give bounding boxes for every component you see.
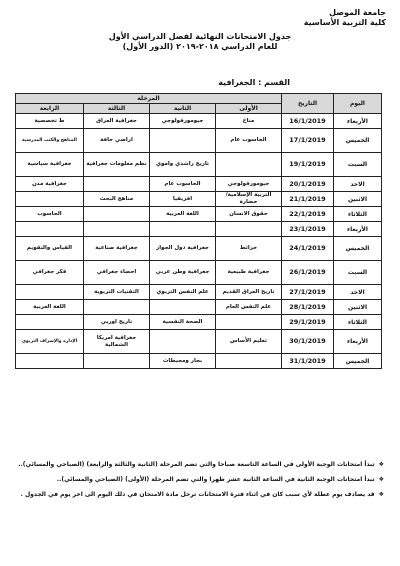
header-stage-2: الثانية bbox=[150, 104, 216, 114]
date-cell: 27/1/2019 bbox=[282, 285, 334, 300]
table-row bbox=[15, 285, 381, 300]
college-name: كلية التربية الأساسية bbox=[303, 18, 386, 27]
stage3-subject: اراضي جافة bbox=[84, 129, 150, 153]
diamond-bullet-icon: ❖ bbox=[378, 491, 384, 498]
stage2-subject: جيومورفولوجي bbox=[150, 114, 216, 129]
stage4-subject bbox=[15, 354, 83, 369]
header-stage-4: الرابعة bbox=[15, 104, 83, 114]
date-cell: 22/1/2019 bbox=[282, 207, 334, 222]
stage4-subject: القياس والتقويم bbox=[15, 237, 83, 261]
exam-schedule-table bbox=[15, 93, 382, 369]
stage4-subject bbox=[15, 285, 83, 300]
stage2-subject: علم النفس التربوي bbox=[150, 285, 216, 300]
stage1-subject: مناخ bbox=[216, 114, 282, 129]
table-row bbox=[15, 129, 381, 153]
stage4-subject: المناهج والكتب المدرسية bbox=[15, 129, 83, 153]
schedule-body bbox=[15, 114, 381, 369]
day-cell: السبت bbox=[334, 261, 382, 285]
stage4-subject bbox=[15, 192, 83, 207]
stage2-subject: اللغة العربية bbox=[150, 207, 216, 222]
stage3-subject bbox=[84, 177, 150, 192]
table-row bbox=[15, 192, 381, 207]
notes-section bbox=[16, 460, 384, 505]
stage2-subject: بحار ومحيطات bbox=[150, 354, 216, 369]
date-cell: 19/1/2019 bbox=[282, 153, 334, 177]
stage2-subject bbox=[150, 129, 216, 153]
date-cell: 28/1/2019 bbox=[282, 300, 334, 315]
stage4-subject: ط تخصصية bbox=[15, 114, 83, 129]
note-item bbox=[16, 490, 384, 499]
stage3-subject: نظم معلومات جغرافية bbox=[84, 153, 150, 177]
stage3-subject: جغرافية امريكا الشمالية bbox=[84, 330, 150, 354]
stage1-subject: تعليم الأساس bbox=[216, 330, 282, 354]
stage2-subject bbox=[150, 300, 216, 315]
stage2-subject: تاريخ راشدي واموي bbox=[150, 153, 216, 177]
table-row bbox=[15, 177, 381, 192]
day-cell: الاثنين bbox=[334, 192, 382, 207]
stage1-subject bbox=[216, 153, 282, 177]
table-row bbox=[15, 354, 381, 369]
stage3-subject: تاريخ اوربي bbox=[84, 315, 150, 330]
stage3-subject: احصاء جغرافي bbox=[84, 261, 150, 285]
table-row bbox=[15, 207, 381, 222]
stage1-subject: جغرافية طبيعية bbox=[216, 261, 282, 285]
stage1-subject: الحاسوب عام bbox=[216, 129, 282, 153]
date-cell: 26/1/2019 bbox=[282, 261, 334, 285]
header-stage-1: الأولى bbox=[216, 104, 282, 114]
header-date: التاريخ bbox=[282, 94, 334, 114]
header-stage-3: الثالثة bbox=[84, 104, 150, 114]
table-row bbox=[15, 315, 381, 330]
department-label: القسم : الجغرافية bbox=[218, 78, 290, 87]
table-row bbox=[15, 237, 381, 261]
stage2-subject: افريقيا bbox=[150, 192, 216, 207]
table-row bbox=[15, 330, 381, 354]
day-cell: السبت bbox=[334, 153, 382, 177]
stage2-subject: الصحة النفسية bbox=[150, 315, 216, 330]
stage1-subject: تاريخ العراق القديم bbox=[216, 285, 282, 300]
header-day: اليوم bbox=[334, 94, 382, 114]
day-cell: الخميس bbox=[334, 237, 382, 261]
note-text: قد يصادف يوم عطلة لأي سبب كان في اثناء فترة الامتحانات ترحل مادة الامتحان في ذلك اليوم الى اخر يوم في الجدول . bbox=[20, 491, 375, 498]
stage1-subject: جيومورفولوجي bbox=[216, 177, 282, 192]
stage1-subject: حقوق الانسان bbox=[216, 207, 282, 222]
diamond-bullet-icon: ❖ bbox=[378, 476, 384, 483]
stage3-subject bbox=[84, 207, 150, 222]
day-cell: الأربعاء bbox=[334, 222, 382, 237]
note-text: تبدأ امتحانات الوجبة الأولى في الساعة التاسعة صباحا والتي تضم المرحلة (الثانية والثالثة والرابعة) (الصباحي والمسائي).. bbox=[18, 461, 375, 468]
stage2-subject: جغرافية وطن عربي bbox=[150, 261, 216, 285]
date-cell: 29/1/2019 bbox=[282, 315, 334, 330]
table-row bbox=[15, 153, 381, 177]
stage3-subject: مناهج البحث bbox=[84, 192, 150, 207]
table-row bbox=[15, 300, 381, 315]
day-cell: الثلاثاء bbox=[334, 207, 382, 222]
day-cell: الاثنين bbox=[334, 300, 382, 315]
date-cell: 16/1/2019 bbox=[282, 114, 334, 129]
table-row bbox=[15, 114, 381, 129]
day-cell: الاحد bbox=[334, 285, 382, 300]
stage1-subject: التربية الإسلامية/حضارة bbox=[216, 192, 282, 207]
university-name: جامعة الموصل bbox=[329, 8, 386, 17]
stage4-subject bbox=[15, 222, 83, 237]
stage1-subject bbox=[216, 315, 282, 330]
stage3-subject: جغرافية صناعية bbox=[84, 237, 150, 261]
schedule-title: جدول الامتحانات النهائية لفصل الدراسي الأول bbox=[108, 32, 292, 41]
diamond-bullet-icon: ❖ bbox=[378, 461, 384, 468]
day-cell: الأربعاء bbox=[334, 330, 382, 354]
note-item bbox=[16, 460, 384, 469]
day-cell: الثلاثاء bbox=[334, 315, 382, 330]
stage1-subject: علم النفس العام bbox=[216, 300, 282, 315]
academic-year: للعام الدراسي ٢٠١٨-٢٠١٩ (الدور الأول) bbox=[122, 42, 278, 51]
date-cell: 17/1/2019 bbox=[282, 129, 334, 153]
date-cell: 31/1/2019 bbox=[282, 354, 334, 369]
stage3-subject bbox=[84, 222, 150, 237]
table-row bbox=[15, 222, 381, 237]
stage4-subject: فكر جغرافي bbox=[15, 261, 83, 285]
stage2-subject: الحاسوب عام bbox=[150, 177, 216, 192]
date-cell: 23/1/2019 bbox=[282, 222, 334, 237]
day-cell: الأربعاء bbox=[334, 114, 382, 129]
stage4-subject: جغرافية مدن bbox=[15, 177, 83, 192]
stage4-subject: الحاسوب bbox=[15, 207, 83, 222]
document-header bbox=[14, 8, 386, 52]
stage4-subject bbox=[15, 315, 83, 330]
stage1-subject bbox=[216, 354, 282, 369]
stage1-subject: خرائط bbox=[216, 237, 282, 261]
day-cell: الخميس bbox=[334, 354, 382, 369]
note-item bbox=[16, 475, 384, 484]
day-cell: الخميس bbox=[334, 129, 382, 153]
header-stage: المرحلة bbox=[15, 94, 281, 104]
stage4-subject: الإدارة والإشراف التربوي bbox=[15, 330, 83, 354]
table-row bbox=[15, 261, 381, 285]
note-text: تبدأ امتحانات الوجبة الثانية في الساعة الثانية عشر ظهرا والتي تضم المرحلة (الأولى) (الصباحي والمسائي).. bbox=[56, 476, 375, 483]
stage3-subject: جغرافية العراق bbox=[84, 114, 150, 129]
stage2-subject bbox=[150, 222, 216, 237]
stage4-subject: اللغة العربية bbox=[15, 300, 83, 315]
stage3-subject bbox=[84, 300, 150, 315]
stage2-subject: جغرافية دول الجوار bbox=[150, 237, 216, 261]
date-cell: 21/1/2019 bbox=[282, 192, 334, 207]
stage2-subject bbox=[150, 330, 216, 354]
date-cell: 24/1/2019 bbox=[282, 237, 334, 261]
day-cell: الاحد bbox=[334, 177, 382, 192]
stage1-subject bbox=[216, 222, 282, 237]
date-cell: 20/1/2019 bbox=[282, 177, 334, 192]
stage3-subject bbox=[84, 354, 150, 369]
stage3-subject: التقنيات التربوية bbox=[84, 285, 150, 300]
stage4-subject: جغرافية سياسية bbox=[15, 153, 83, 177]
date-cell: 30/1/2019 bbox=[282, 330, 334, 354]
